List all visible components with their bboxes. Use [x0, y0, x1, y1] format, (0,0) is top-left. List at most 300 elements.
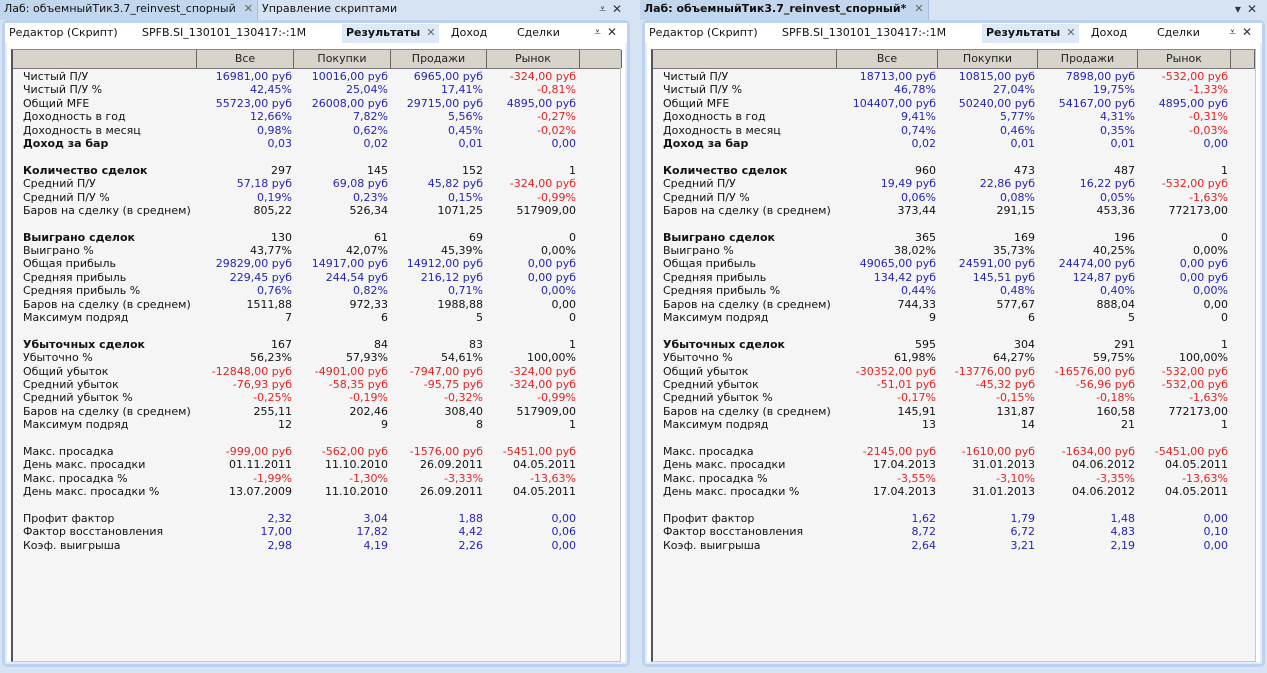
table-row: [13, 124, 620, 137]
close-icon[interactable]: ✕: [243, 2, 253, 15]
table-row: [653, 110, 1255, 123]
cell-buys: 25,04%: [346, 83, 388, 97]
table-row: [653, 204, 1255, 217]
cell-buys: 0,48%: [1000, 284, 1035, 298]
left-panel: [0, 0, 632, 673]
dropdown-menu-icon[interactable]: ⩡: [594, 25, 607, 39]
cell-market: 517909,00: [516, 203, 576, 217]
cell-sells: 29715,00 руб: [406, 96, 483, 110]
row-label: Средний П/У %: [663, 190, 750, 204]
cell-buys: 69,08 руб: [332, 177, 388, 191]
cell-buys: 17,82: [356, 525, 388, 539]
cell-market: -13,63%: [530, 471, 576, 485]
row-label: Чистый П/У %: [23, 83, 103, 97]
cell-market: -324,00 руб: [509, 364, 576, 378]
doc-tab-label: Лаб: объемныйТик3.7_reinvest_спорный*: [644, 2, 907, 15]
tab-instrument[interactable]: [138, 24, 310, 43]
cell-all: 2,32: [267, 511, 292, 525]
table-row: [653, 164, 1255, 177]
cell-buys: 57,93%: [346, 351, 388, 365]
row-label: Общий убыток: [23, 364, 109, 378]
close-icon[interactable]: ✕: [426, 26, 436, 39]
cell-buys: -13776,00 руб: [954, 364, 1035, 378]
cell-market: 0,00 руб: [527, 270, 576, 284]
cell-market: -1,63%: [1189, 391, 1228, 405]
cell-market: 0,00 руб: [1179, 270, 1228, 284]
row-label: Доходность в год: [663, 110, 766, 124]
grid-header: [653, 50, 1255, 69]
cell-all: 255,11: [253, 404, 292, 418]
table-row: [13, 137, 620, 150]
row-label: Макс. просадка %: [663, 471, 768, 485]
cell-market: 0,00: [1203, 538, 1228, 552]
tab-income[interactable]: [447, 24, 491, 43]
cell-sells: 5: [1128, 311, 1135, 325]
cell-buys: -0,15%: [996, 391, 1035, 405]
cell-market: 0: [569, 230, 576, 244]
row-label: Чистый П/У: [663, 70, 729, 83]
doc-tab-label: Лаб: объемныйТик3.7_reinvest_спорный: [4, 2, 236, 15]
cell-buys: -58,35 руб: [328, 377, 388, 391]
table-row: [13, 445, 620, 458]
cell-buys: 14: [1021, 418, 1035, 432]
row-label: Общая прибыль: [23, 257, 116, 271]
cell-all: 130: [271, 230, 292, 244]
table-row: [653, 539, 1255, 552]
row-label: Максимум подряд: [663, 311, 769, 325]
cell-market: -0,27%: [537, 110, 576, 124]
row-label: Убыточных сделок: [23, 337, 146, 351]
table-row: [653, 191, 1255, 204]
table-row: [13, 418, 620, 431]
sub-tabbar: [5, 23, 627, 43]
cell-market: -0,81%: [537, 83, 576, 97]
cell-sells: 0,15%: [448, 190, 483, 204]
cell-buys: 27,04%: [993, 83, 1035, 97]
cell-all: 17.04.2013: [873, 458, 936, 472]
cell-buys: 64,27%: [993, 351, 1035, 365]
spacer-row: [13, 150, 620, 163]
table-row: [653, 365, 1255, 378]
tab-label: Результаты: [986, 26, 1061, 39]
cell-sells: 888,04: [1096, 297, 1135, 311]
cell-all: 17.04.2013: [873, 485, 936, 499]
spacer-row: [653, 217, 1255, 230]
row-label: Средний П/У: [23, 177, 96, 191]
cell-all: 104407,00 руб: [852, 96, 936, 110]
cell-buys: 84: [374, 337, 388, 351]
row-label: Количество сделок: [663, 163, 788, 177]
cell-market: -532,00 руб: [1161, 364, 1228, 378]
table-row: [653, 231, 1255, 244]
table-row: [13, 271, 620, 284]
table-row: [13, 365, 620, 378]
close-icon[interactable]: ✕: [611, 2, 628, 16]
tab-editor[interactable]: [645, 24, 762, 43]
cell-all: -30352,00 руб: [855, 364, 936, 378]
dropdown-menu-icon[interactable]: ⩡: [1229, 25, 1242, 39]
tab-instrument[interactable]: [778, 24, 950, 43]
row-label: Выиграно %: [663, 244, 734, 258]
row-label: Средний П/У: [663, 177, 736, 191]
cell-buys: 10016,00 руб: [311, 70, 388, 83]
table-row: [13, 231, 620, 244]
table-row: [13, 177, 620, 190]
cell-buys: -562,00 руб: [321, 444, 388, 458]
row-label: Средняя прибыль %: [23, 284, 141, 298]
cell-all: 365: [915, 230, 936, 244]
cell-buys: 11.10.2010: [325, 458, 388, 472]
row-label: День макс. просадки: [23, 458, 146, 472]
close-icon[interactable]: ✕: [1246, 2, 1263, 16]
cell-all: 13.07.2009: [229, 485, 292, 499]
tab-results[interactable]: [982, 24, 1079, 43]
cell-sells: 17,41%: [441, 83, 483, 97]
close-icon[interactable]: ✕: [606, 25, 623, 39]
cell-buys: 291,15: [996, 203, 1035, 217]
cell-buys: 131,87: [996, 404, 1035, 418]
cell-all: 145,91: [897, 404, 936, 418]
cell-market: 0,00 руб: [1179, 257, 1228, 271]
table-row: [653, 124, 1255, 137]
cell-all: -12848,00 руб: [211, 364, 292, 378]
cell-market: 100,00%: [1179, 351, 1228, 365]
dropdown-menu-icon[interactable]: ⩡: [599, 2, 612, 16]
sub-tabbar: [645, 23, 1262, 43]
tab-deals[interactable]: [513, 24, 564, 43]
cell-buys: 473: [1014, 163, 1035, 177]
cell-market: 0,06: [551, 525, 576, 539]
cell-buys: 244,54 руб: [325, 270, 388, 284]
tab-label: Сделки: [1157, 26, 1200, 39]
header-buys[interactable]: Покупки: [294, 50, 391, 68]
cell-buys: 145: [367, 163, 388, 177]
doc-tab-lab[interactable]: [640, 0, 929, 20]
cell-market: 04.05.2011: [1165, 458, 1228, 472]
sub-controls: [1229, 25, 1258, 40]
table-row: [13, 191, 620, 204]
cell-market: 1: [1221, 418, 1228, 432]
cell-market: 0: [1221, 230, 1228, 244]
cell-sells: 7898,00 руб: [1065, 70, 1135, 83]
row-label: Коэф. выигрыша: [23, 538, 121, 552]
tab-label: SPFB.SI_130101_130417:-:1M: [782, 26, 947, 39]
row-label: Доход за бар: [663, 136, 749, 150]
cell-buys: 0,46%: [1000, 123, 1035, 137]
results-grid: [651, 49, 1256, 662]
cell-sells: 26.09.2011: [420, 485, 483, 499]
cell-all: 43,77%: [250, 244, 292, 258]
tab-editor[interactable]: [5, 24, 122, 43]
cell-all: 16981,00 руб: [215, 70, 292, 83]
cell-all: 373,44: [897, 203, 936, 217]
cell-market: 0,00%: [1193, 284, 1228, 298]
cell-buys: 169: [1014, 230, 1035, 244]
table-row: [653, 418, 1255, 431]
cell-sells: 5: [476, 311, 483, 325]
cell-sells: 04.06.2012: [1072, 458, 1135, 472]
cell-sells: 14912,00 руб: [406, 257, 483, 271]
cell-buys: 0,02: [363, 136, 388, 150]
cell-market: 0,00: [551, 538, 576, 552]
cell-market: -532,00 руб: [1161, 70, 1228, 83]
table-row: [653, 525, 1255, 538]
document-tabbar: [0, 0, 632, 20]
cell-all: -3,55%: [897, 471, 936, 485]
row-label: Макс. просадка: [663, 444, 754, 458]
cell-all: 297: [271, 163, 292, 177]
table-row: [653, 137, 1255, 150]
cell-all: 12: [278, 418, 292, 432]
cell-sells: -16576,00 руб: [1054, 364, 1135, 378]
cell-sells: 453,36: [1096, 203, 1135, 217]
cell-all: -0,17%: [897, 391, 936, 405]
cell-buys: 14917,00 руб: [311, 257, 388, 271]
header-label-col[interactable]: [653, 50, 837, 68]
cell-sells: 5,56%: [448, 110, 483, 124]
header-sells[interactable]: Продажи: [391, 50, 487, 68]
doc-controls: [1235, 2, 1263, 16]
cell-buys: 61: [374, 230, 388, 244]
cell-sells: 4,31%: [1100, 110, 1135, 124]
cell-sells: 6965,00 руб: [413, 70, 483, 83]
table-row: [653, 271, 1255, 284]
cell-all: 805,22: [253, 203, 292, 217]
cell-all: 9: [929, 311, 936, 325]
results-frame: [2, 20, 630, 667]
row-label: День макс. просадки %: [23, 485, 160, 499]
cell-market: 04.05.2011: [1165, 485, 1228, 499]
table-row: [13, 458, 620, 471]
cell-sells: -1634,00 руб: [1061, 444, 1135, 458]
cell-sells: 196: [1114, 230, 1135, 244]
table-row: [653, 177, 1255, 190]
cell-sells: 83: [469, 337, 483, 351]
cell-sells: 0,71%: [448, 284, 483, 298]
cell-sells: 0,45%: [448, 123, 483, 137]
table-row: [653, 83, 1255, 96]
row-label: Средний убыток %: [23, 391, 133, 405]
cell-market: 0,00: [551, 136, 576, 150]
close-icon[interactable]: ✕: [1066, 26, 1076, 39]
row-label: Убыточных сделок: [663, 337, 786, 351]
row-label: Средняя прибыль: [23, 270, 127, 284]
row-label: Выиграно сделок: [23, 230, 136, 244]
cell-buys: 0,23%: [353, 190, 388, 204]
cell-market: 1: [569, 418, 576, 432]
cell-all: 19,49 руб: [880, 177, 936, 191]
cell-market: 0,10: [1203, 525, 1228, 539]
table-row: [13, 298, 620, 311]
close-icon[interactable]: ✕: [1241, 25, 1258, 39]
table-row: [13, 257, 620, 270]
cell-buys: 577,67: [996, 297, 1035, 311]
document-tabbar: [640, 0, 1267, 20]
tab-income[interactable]: [1087, 24, 1131, 43]
cell-all: 0,98%: [257, 123, 292, 137]
cell-all: 49065,00 руб: [859, 257, 936, 271]
table-row: [13, 338, 620, 351]
row-label: Доходность в месяц: [23, 123, 141, 137]
cell-sells: 04.06.2012: [1072, 485, 1135, 499]
header-extra[interactable]: [580, 50, 622, 68]
cell-sells: 152: [462, 163, 483, 177]
table-row: [653, 512, 1255, 525]
cell-all: 1511,88: [246, 297, 292, 311]
table-row: [653, 284, 1255, 297]
tab-deals[interactable]: [1153, 24, 1204, 43]
cell-all: 229,45 руб: [229, 270, 292, 284]
row-label: Выиграно %: [23, 244, 94, 258]
table-row: [13, 284, 620, 297]
cell-buys: 9: [381, 418, 388, 432]
cell-sells: 1,88: [458, 511, 483, 525]
cell-all: -0,25%: [253, 391, 292, 405]
table-row: [13, 70, 620, 83]
table-row: [13, 539, 620, 552]
header-all[interactable]: Все: [837, 50, 938, 68]
cell-sells: 21: [1121, 418, 1135, 432]
header-market[interactable]: Рынок: [487, 50, 580, 68]
row-label: Профит фактор: [23, 511, 115, 525]
cell-market: 0,00%: [1193, 244, 1228, 258]
cell-buys: 526,34: [349, 203, 388, 217]
cell-all: -2145,00 руб: [862, 444, 936, 458]
header-label-col[interactable]: [13, 50, 197, 68]
cell-market: -13,63%: [1182, 471, 1228, 485]
cell-market: -0,02%: [537, 123, 576, 137]
cell-market: 0,00%: [541, 284, 576, 298]
row-label: Общий MFE: [23, 96, 90, 110]
cell-sells: 45,39%: [441, 244, 483, 258]
cell-buys: -45,32 руб: [975, 377, 1035, 391]
doc-tab-scripts[interactable]: [258, 0, 401, 20]
row-label: Баров на сделку (в среднем): [23, 203, 191, 217]
spacer-row: [653, 499, 1255, 512]
row-label: Максимум подряд: [23, 418, 129, 432]
cell-all: 29829,00 руб: [215, 257, 292, 271]
table-row: [13, 405, 620, 418]
cell-buys: 1,79: [1010, 511, 1035, 525]
cell-all: 0,03: [267, 136, 292, 150]
cell-sells: 0,05%: [1100, 190, 1135, 204]
cell-all: 9,41%: [901, 110, 936, 124]
cell-market: -324,00 руб: [509, 177, 576, 191]
header-all[interactable]: Все: [197, 50, 294, 68]
cell-all: 167: [271, 337, 292, 351]
cell-sells: -3,35%: [1096, 471, 1135, 485]
cell-sells: 59,75%: [1093, 351, 1135, 365]
tab-results[interactable]: [342, 24, 439, 43]
header-buys[interactable]: Покупки: [938, 50, 1038, 68]
cell-buys: 304: [1014, 337, 1035, 351]
cell-sells: 216,12 руб: [420, 270, 483, 284]
cell-market: 0,00: [1203, 297, 1228, 311]
row-label: Убыточно %: [663, 351, 733, 365]
cell-market: -5451,00 руб: [1154, 444, 1228, 458]
cell-all: 13: [922, 418, 936, 432]
cell-market: -532,00 руб: [1161, 177, 1228, 191]
cell-buys: 5,77%: [1000, 110, 1035, 124]
row-label: Макс. просадка: [23, 444, 114, 458]
cell-sells: 0,40%: [1100, 284, 1135, 298]
cell-sells: 291: [1114, 337, 1135, 351]
cell-buys: 3,21: [1010, 538, 1035, 552]
table-row: [653, 244, 1255, 257]
table-row: [13, 244, 620, 257]
sub-controls: [594, 25, 623, 40]
cell-all: -1,99%: [253, 471, 292, 485]
row-label: Выиграно сделок: [663, 230, 776, 244]
cell-market: 772173,00: [1168, 203, 1228, 217]
cell-sells: 24474,00 руб: [1058, 257, 1135, 271]
table-row: [13, 472, 620, 485]
cell-all: 17,00: [260, 525, 292, 539]
cell-market: -324,00 руб: [509, 377, 576, 391]
cell-market: 04.05.2011: [513, 485, 576, 499]
header-market[interactable]: Рынок: [1138, 50, 1231, 68]
row-label: Профит фактор: [663, 511, 755, 525]
header-extra[interactable]: [1231, 50, 1255, 68]
cell-market: 100,00%: [527, 351, 576, 365]
cell-all: 01.11.2011: [229, 458, 292, 472]
row-label: Максимум подряд: [663, 418, 769, 432]
cell-buys: 0,62%: [353, 123, 388, 137]
row-label: Средний убыток %: [663, 391, 773, 405]
table-row: [653, 405, 1255, 418]
cell-market: 0,00: [551, 511, 576, 525]
header-sells[interactable]: Продажи: [1038, 50, 1138, 68]
results-grid: [11, 49, 621, 662]
table-row: [13, 97, 620, 110]
cell-market: 4895,00 руб: [1158, 96, 1228, 110]
cell-sells: -95,75 руб: [423, 377, 483, 391]
cell-market: 1: [569, 163, 576, 177]
cell-all: 42,45%: [250, 83, 292, 97]
cell-sells: 1,48: [1110, 511, 1135, 525]
cell-all: 2,98: [267, 538, 292, 552]
cell-buys: 26008,00 руб: [311, 96, 388, 110]
row-label: Коэф. выигрыша: [663, 538, 761, 552]
close-icon[interactable]: ✕: [914, 2, 924, 15]
cell-buys: 202,46: [349, 404, 388, 418]
table-row: [13, 204, 620, 217]
cell-market: 517909,00: [516, 404, 576, 418]
cell-market: -0,99%: [537, 391, 576, 405]
cell-market: 0,00: [1203, 136, 1228, 150]
cell-buys: 0,82%: [353, 284, 388, 298]
cell-sells: 54,61%: [441, 351, 483, 365]
tab-label: Редактор (Скрипт): [9, 26, 118, 39]
cell-sells: 54167,00 руб: [1058, 96, 1135, 110]
cell-market: 1: [1221, 163, 1228, 177]
cell-buys: -4901,00 руб: [314, 364, 388, 378]
cell-buys: 3,04: [363, 511, 388, 525]
dropdown-menu-icon[interactable]: ▾: [1234, 2, 1247, 16]
doc-tab-lab[interactable]: [0, 0, 258, 20]
row-label: Общий убыток: [663, 364, 749, 378]
row-label: Доходность в год: [23, 110, 126, 124]
spacer-row: [13, 217, 620, 230]
tab-label: Доход: [451, 26, 488, 39]
table-row: [13, 391, 620, 404]
row-label: Фактор восстановления: [663, 525, 804, 539]
grid-header: [13, 50, 620, 69]
cell-buys: 10815,00 руб: [958, 70, 1035, 83]
table-row: [653, 472, 1255, 485]
cell-buys: -3,10%: [996, 471, 1035, 485]
cell-buys: 6: [1028, 311, 1035, 325]
